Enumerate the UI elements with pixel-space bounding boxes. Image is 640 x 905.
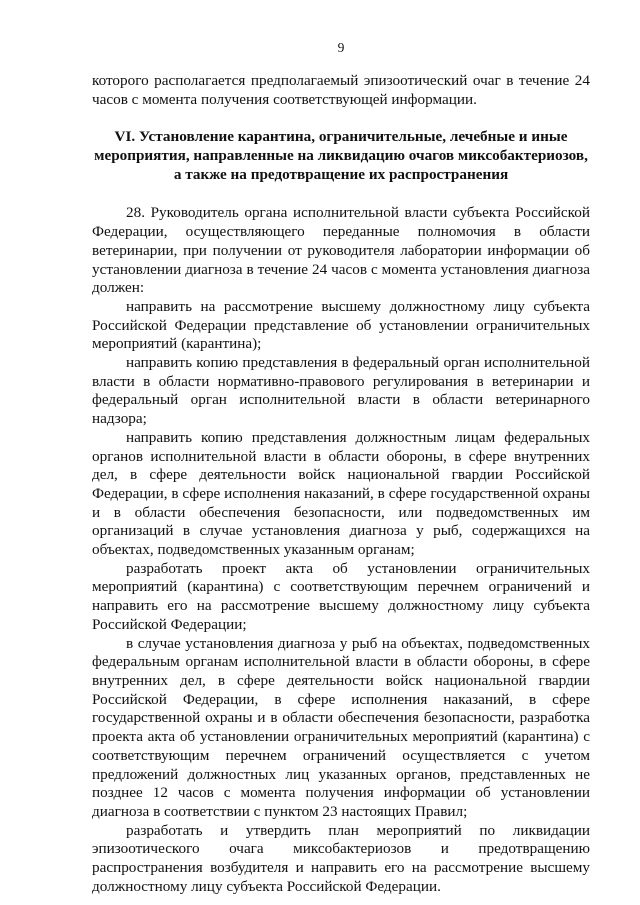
- list-item-paragraph: разработать проект акта об установлении ограничительных мероприятий (карантина) с соответствующим перечнем ограничений и направить его на рассмотрение высшему должностному лицу субъекта Российской Федерации;: [92, 559, 590, 633]
- list-item-paragraph: разработать и утвердить план мероприятий по ликвидации эпизоотического очага миксобактериозов и предотвращению распространения возбудителя и направить его на рассмотрение высшему должностному лицу субъекта Российской Федерации.: [92, 821, 590, 895]
- opening-paragraph: которого располагается предполагаемый эпизоотический очаг в течение 24 часов с момента получения соответствующей информации.: [92, 72, 590, 108]
- page-number: 9: [337, 40, 345, 55]
- section-heading: [92, 127, 590, 184]
- document-body: [92, 72, 590, 896]
- section-heading-line-3: а также на предотвращение их распространения: [173, 166, 509, 184]
- list-item-paragraph: в случае установления диагноза у рыб на объектах, подведомственных федеральным органам исполнительной власти в области обороны, в сфере внутренних дел, в сфере деятельности войск национальной гвардии Российской Федерации, в сфере исполнения наказаний, в сфере государственной охраны и в области обеспечения безопасности, разработка проекта акта об установлении ограничительных мероприятий (карантина) с соответствующим перечнем ограничений осуществляется с учетом предложений должностных лиц указанных органов, представленных не позднее 12 часов с момента получения информации об установлении диагноза в соответствии с пунктом 23 настоящих Правил;: [92, 634, 590, 820]
- list-item-paragraph: направить копию представления должностным лицам федеральных органов исполнительной власти в области обороны, в сфере внутренних дел, в сфере деятельности войск национальной гвардии Российской Федерации, в сфере исполнения наказаний, в сфере государственной охраны и в области обеспечения безопасности, или подведомственных им организаций в случае установления диагноза у рыб, содержащихся на объектах, подведомственных указанным органам;: [92, 428, 590, 559]
- paragraph-28: 28. Руководитель органа исполнительной власти субъекта Российской Федерации, осуществляющего переданные полномочия в области ветеринарии, при получении от руководителя лаборатории информации об установлении диагноза в течение 24 часов с момента установления диагноза должен:: [92, 204, 590, 297]
- list-item-paragraph: направить копию представления в федеральный орган исполнительной власти в области нормативно-правового регулирования в ветеринарии и федеральный орган исполнительной власти в области ветеринарного надзора;: [92, 354, 590, 428]
- section-heading-line-2: мероприятия, направленные на ликвидацию очагов миксобактериозов,: [94, 147, 588, 165]
- list-item-paragraph: направить на рассмотрение высшему должностному лицу субъекта Российской Федерации представление об установлении ограничительных мероприятий (карантина);: [92, 297, 590, 353]
- document-page: [92, 0, 590, 905]
- section-heading-line-1: VI. Установление карантина, ограничительные, лечебные и иные: [114, 128, 568, 146]
